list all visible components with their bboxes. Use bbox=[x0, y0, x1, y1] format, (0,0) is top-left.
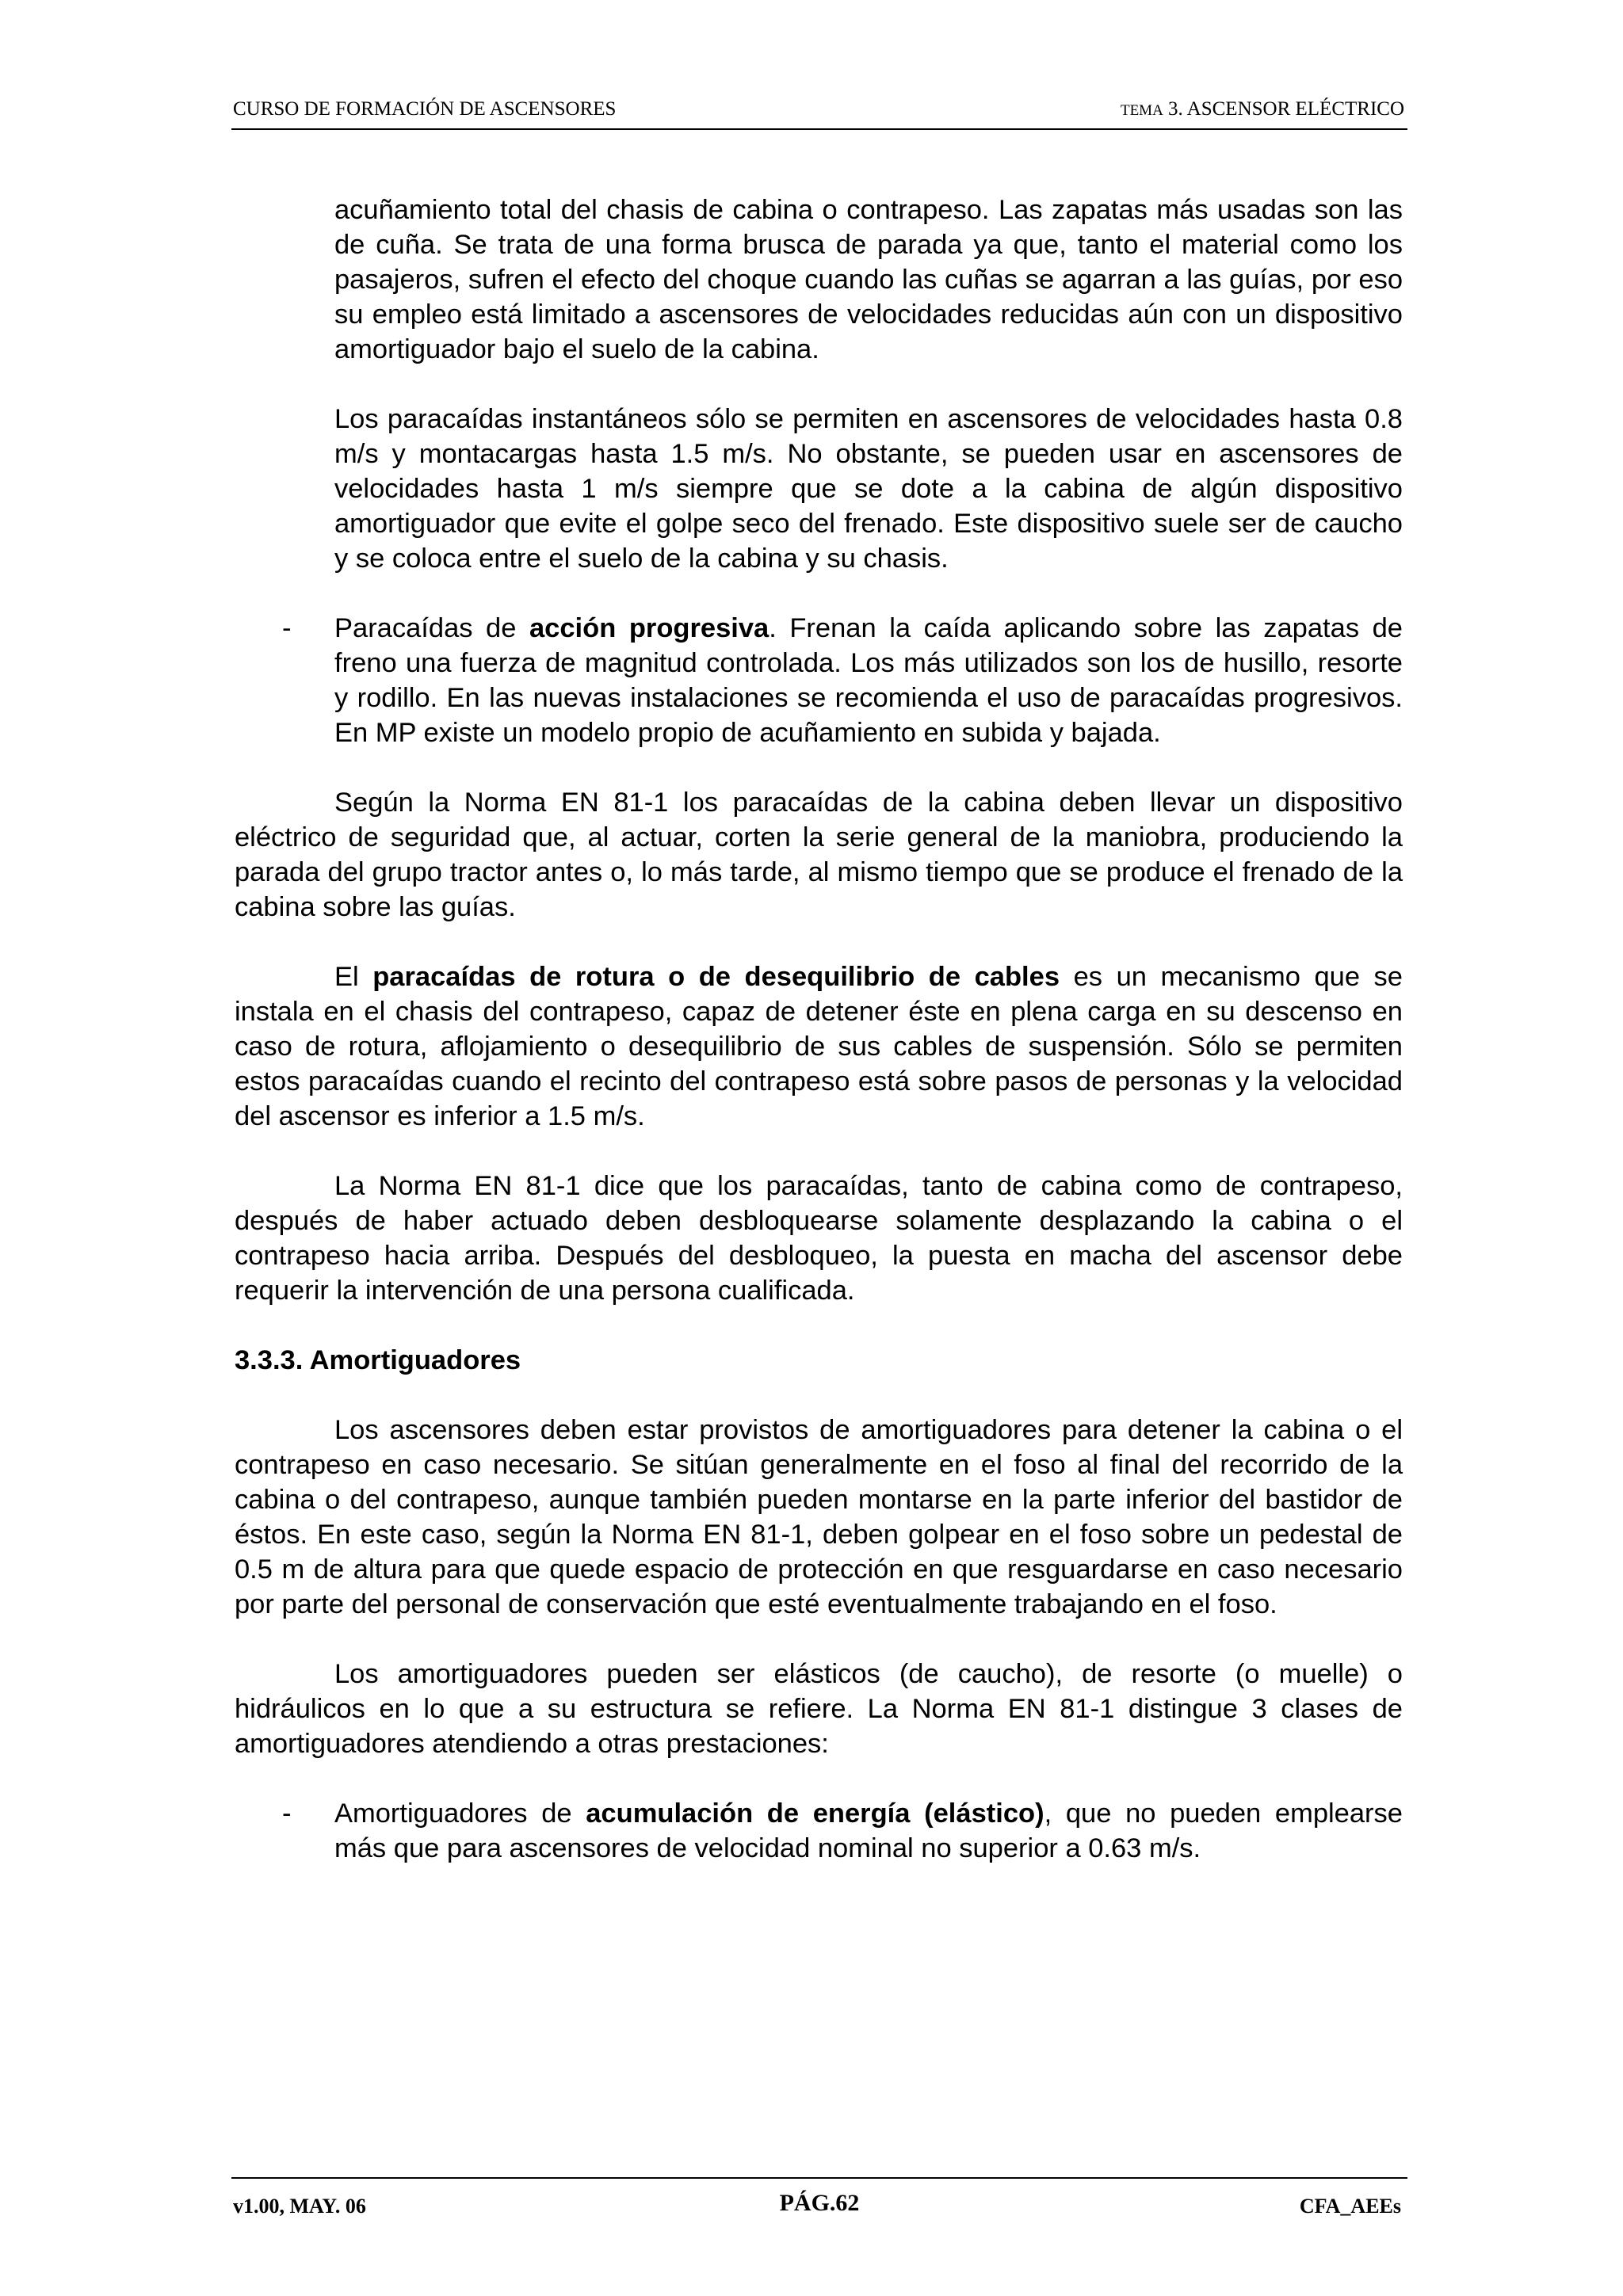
paragraph-cuna-braking: acuñamiento total del chasis de cabina o contrapeso. Las zapatas más usadas son las de cuña. Se trata de una forma brusca de parada ya que, tanto el material como los pasajeros, sufren el efecto del choque cuando las cuñas se agarran a las guías, por eso su empleo está limitado a ascensores de velocidades reducidas aún con un dispositivo amortiguador bajo el suelo de la cabina. bbox=[334, 195, 1403, 364]
bullet-text-lead: Paracaídas de bbox=[334, 613, 529, 643]
bullet-text-lead: Amortiguadores de bbox=[334, 1798, 586, 1829]
bullet-dash: - bbox=[282, 613, 292, 643]
header-tema-label: TEMA bbox=[1120, 102, 1163, 119]
header-course-title: CURSO DE FORMACIÓN DE ASCENSORES bbox=[233, 98, 617, 120]
paragraph-unlocking: La Norma EN 81-1 dice que los paracaídas, tanto de cabina como de contrapeso, después de haber actuado deben desbloquearse solamente desplazando la cabina o el contrapeso hacia arriba. Después del desbloqueo, la puesta en macha del ascensor debe requerir la intervención de una persona cualificada. bbox=[235, 1171, 1403, 1306]
paragraph-instant-safety-gear: Los paracaídas instantáneos sólo se permiten en ascensores de velocidades hasta 0.8 m/s y montacargas hasta 1.5 m/s. No obstante, se pueden usar en ascensores de velocidades hasta 1 m/s siempre que se dote a la cabina de algún dispositivo amortiguador que evite el golpe seco del frenado. Este dispositivo suele ser de caucho y se coloca entre el suelo de la cabina y su chasis. bbox=[334, 404, 1403, 574]
paragraph-text-bold: paracaídas de rotura o de desequilibrio de cables bbox=[372, 962, 1060, 992]
list-item-energy-accumulation-buffers bbox=[235, 1796, 1403, 1866]
page-header bbox=[231, 93, 1407, 130]
paragraph-text-lead: El bbox=[334, 962, 373, 992]
page-label-small: ÁG bbox=[793, 2190, 830, 2216]
page-prefix: P bbox=[779, 2190, 794, 2216]
footer-course-code: CFA_AEEs bbox=[1299, 2195, 1401, 2218]
section-heading: 3.3.3. Amortiguadores bbox=[235, 1345, 521, 1375]
paragraph-buffer-types: Los amortiguadores pueden ser elásticos (de caucho), de resorte (o muelle) o hidráulicos en lo que a su estructura se refiere. La Norma EN 81-1 distingue 3 clases de amortiguadores atendiendo a otras prestaciones: bbox=[235, 1659, 1403, 1759]
bullet-text-bold: acción progresiva bbox=[529, 613, 769, 643]
header-chapter-name: 3. ASCENSOR ELÉCTRICO bbox=[1168, 98, 1404, 120]
paragraph-norma-electrical-device: Según la Norma EN 81-1 los paracaídas de la cabina deben llevar un dispositivo eléctrico de seguridad que, al actuar, corten la serie general de la maniobra, produciendo la parada del grupo tractor antes o, lo más tarde, al mismo tiempo que se produce el frenado de la cabina sobre las guías. bbox=[235, 788, 1403, 922]
paragraph-text-rest: es un mecanismo que se instala en el chasis del contrapeso, capaz de detener éste en plena carga en su descenso en caso de rotura, aflojamiento o desequilibrio de sus cables de suspensión. Sólo se permiten estos paracaídas cuando el recinto del contrapeso está sobre pasos de personas y la velocidad del ascensor es inferior a 1.5 m/s. bbox=[235, 962, 1403, 1131]
paragraph-buffers-intro: Los ascensores deben estar provistos de amortiguadores para detener la cabina o el contrapeso en caso necesario. Se sitúan generalmente en el foso al final del recorrido de la cabina o del contrapeso, aunque también pueden montarse en la parte inferior del bastidor de éstos. En este caso, según la Norma EN 81-1, deben golpear en el foso sobre un pedestal de 0.5 m de altura para que quede espacio de protección en que resguardarse en caso necesario por parte del personal de conservación que esté eventualmente trabajando en el foso. bbox=[235, 1415, 1403, 1619]
bullet-text bbox=[334, 611, 1403, 750]
footer-page-number bbox=[231, 2190, 1407, 2217]
bullet-text bbox=[334, 1796, 1403, 1866]
bullet-text-bold: acumulación de energía (elástico) bbox=[586, 1798, 1044, 1829]
list-item-progressive-safety-gear bbox=[235, 611, 1403, 750]
bullet-text-rest: . Frenan la caída aplicando sobre las zapatas de freno una fuerza de magnitud controlada. Los más utilizados son los de husillo, resorte y rodillo. En las nuevas instalaciones se recomienda el uso de paracaídas progresivos. En MP existe un modelo propio de acuñamiento en subida y bajada. bbox=[334, 613, 1403, 748]
bullet-dash: - bbox=[282, 1798, 292, 1829]
footer-version: v1.00, MAY. 06 bbox=[233, 2195, 366, 2218]
header-chapter-title bbox=[1121, 98, 1404, 120]
paragraph-cable-break-safety-gear bbox=[235, 959, 1403, 1134]
bullet-text-rest: , que no pueden emplearse más que para ascensores de velocidad nominal no superior a 0.63 m/s. bbox=[334, 1798, 1403, 1863]
document-body bbox=[235, 193, 1403, 1866]
page-number-value: .62 bbox=[829, 2190, 860, 2216]
page-footer bbox=[231, 2177, 1407, 2226]
